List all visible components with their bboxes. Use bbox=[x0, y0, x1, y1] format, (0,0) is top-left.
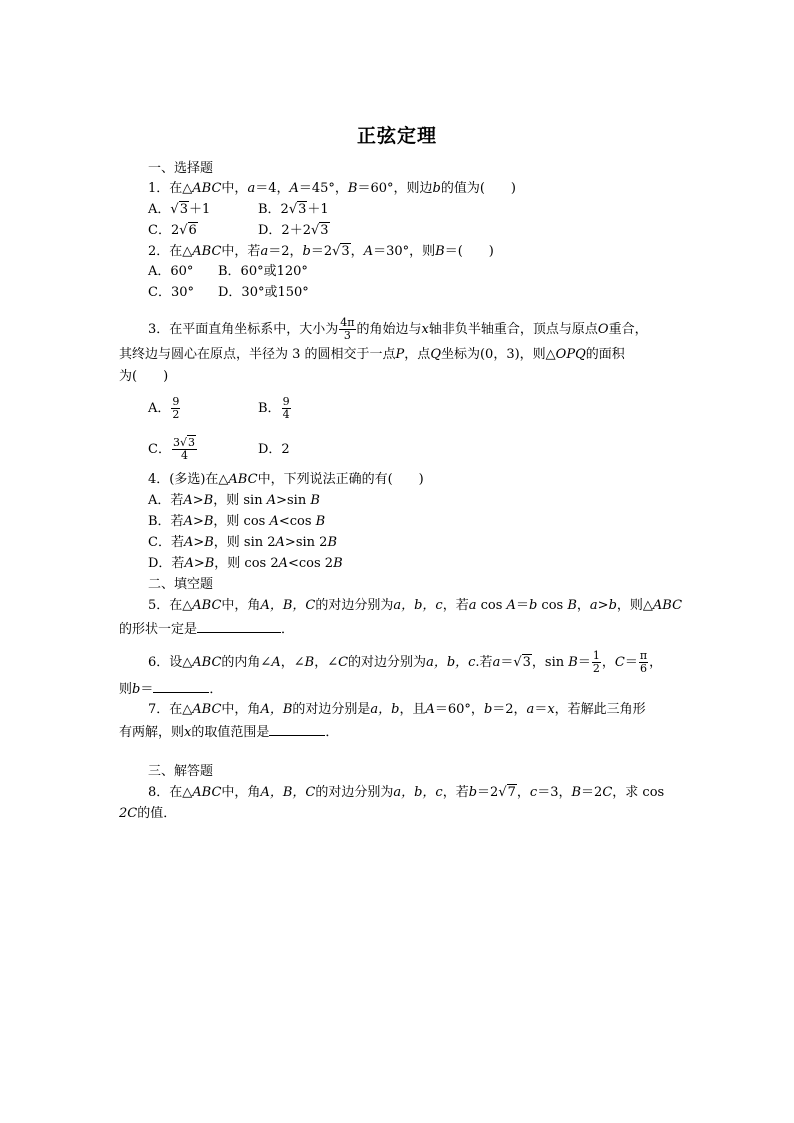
section-heading-3: 三、解答题 bbox=[148, 764, 214, 779]
question-3-option-a: A． $\frac{9}{2}$ bbox=[148, 395, 180, 421]
fraction: $\frac{\pi}{6}$ bbox=[639, 649, 648, 675]
question-6-stem-line1: 6．设△ABC的内角∠A，∠B，∠C的对边分别为a，b，c.若a＝√3，sin B＝ $\frac{1}{2}$ ，C＝ $\frac{\pi}{6}$ ， bbox=[148, 649, 663, 675]
question-3-stem-line1: 3．在平面直角坐标系中，大小为 $\frac{4\pi}{3}$ 的角始边与x轴非负半轴重合，顶点与原点O重合， bbox=[148, 316, 648, 342]
question-1-option-b: B．2√3＋1 bbox=[258, 202, 329, 217]
answer-blank[interactable] bbox=[153, 680, 209, 693]
question-2-option-a: A．60° bbox=[148, 264, 194, 279]
fraction: $\frac{4\pi}{3}$ bbox=[340, 316, 355, 342]
section-heading-2: 二、填空题 bbox=[148, 577, 214, 592]
question-4-option-d: D．若A>B，则 cos 2A<cos 2B bbox=[148, 556, 343, 571]
question-5-stem-line2: 的形状一定是 ． bbox=[119, 622, 295, 637]
question-5-stem-line1: 5．在△ABC中，角A，B，C的对边分别为a，b，c，若a cos A＝b cos B，a>b，则△ABC bbox=[148, 598, 683, 613]
sqrt-symbol: √7 bbox=[498, 785, 516, 800]
answer-blank[interactable] bbox=[197, 620, 281, 633]
fraction: $\frac{3√3}{4}$ bbox=[172, 436, 195, 462]
sqrt-symbol: √3 bbox=[288, 202, 307, 217]
question-4-option-a: A．若A>B，则 sin A>sin B bbox=[148, 493, 320, 508]
question-7-stem-line2: 有两解，则x的取值范围是 ． bbox=[119, 725, 339, 740]
question-8-stem-line1: 8．在△ABC中，角A，B，C的对边分别为a，b，c，若b＝2√7，c＝3，B＝2C，求 cos bbox=[148, 785, 665, 800]
question-6-stem-line2: 则b＝ ． bbox=[119, 682, 223, 697]
sqrt-symbol: √6 bbox=[179, 223, 197, 238]
question-1-stem: 1．在△ABC中，a＝4，A＝45°，B＝60°，则边b的值为( ) bbox=[148, 181, 517, 196]
fraction: $\frac{9}{2}$ bbox=[172, 395, 180, 421]
question-2-option-c: C．30° bbox=[148, 285, 194, 300]
question-4-option-c: C．若A>B，则 sin 2A>sin 2B bbox=[148, 535, 337, 550]
page-title: 正弦定理 bbox=[356, 125, 437, 147]
question-1-option-d: D．2＋2√3 bbox=[258, 223, 329, 238]
question-1-option-c: C．2√6 bbox=[148, 223, 197, 238]
sqrt-symbol: √3 bbox=[170, 202, 188, 217]
question-4-stem: 4．(多选)在△ABC中，下列说法正确的有( ) bbox=[148, 472, 424, 487]
fraction: $\frac{9}{4}$ bbox=[282, 395, 290, 421]
sqrt-symbol: √3 bbox=[332, 244, 350, 259]
question-7-stem-line1: 7．在△ABC中，角A，B的对边分别是a，b，且A＝60°，b＝2，a＝x，若解此三角形 bbox=[148, 702, 646, 717]
question-3-option-b: B． $\frac{9}{4}$ bbox=[258, 395, 290, 421]
fraction: $\frac{1}{2}$ bbox=[592, 649, 600, 675]
question-3-option-d: D．2 bbox=[258, 442, 290, 457]
answer-blank[interactable] bbox=[269, 723, 325, 736]
question-2-stem: 2．在△ABC中，若a＝2，b＝2√3，A＝30°，则B＝( ) bbox=[148, 244, 494, 259]
question-2-option-d: D．30°或150° bbox=[218, 285, 309, 300]
question-8-stem-line2: 2C的值． bbox=[119, 806, 177, 821]
sqrt-symbol: √3 bbox=[310, 223, 329, 238]
question-3-stem-line2: 其终边与圆心在原点，半径为 3 的圆相交于一点P，点Q坐标为(0，3)，则△OPQ的面积 bbox=[119, 347, 625, 362]
question-3-stem-line3: 为( ) bbox=[119, 369, 169, 384]
question-3-option-c: C． $\frac{3√3}{4}$ bbox=[148, 436, 195, 462]
question-2-option-b: B．60°或120° bbox=[218, 264, 308, 279]
section-heading-1: 一、选择题 bbox=[148, 161, 214, 176]
question-1-option-a: A．√3＋1 bbox=[148, 202, 211, 217]
question-4-option-b: B．若A>B，则 cos A<cos B bbox=[148, 514, 326, 529]
sqrt-symbol: √3 bbox=[179, 436, 195, 449]
sqrt-symbol: √3 bbox=[513, 655, 531, 670]
